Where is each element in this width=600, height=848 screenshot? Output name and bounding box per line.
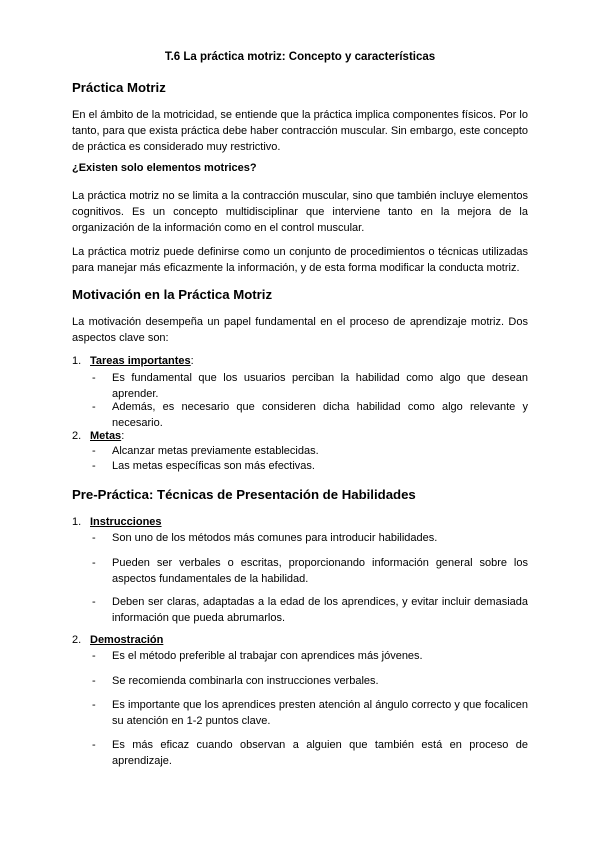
document-title: T.6 La práctica motriz: Concepto y características	[164, 51, 436, 63]
bullet-item: - Deben ser claras, adaptadas a la edad de los aprendices, y evitar incluir demasiada información que pueda abrumarlos.	[92, 596, 528, 624]
list-item-metas: 2. Metas:	[72, 430, 125, 442]
list-label-tareas: Tareas importantes	[90, 355, 191, 367]
paragraph-motivacion-intro: La motivación desempeña un papel fundamental en el proceso de aprendizaje motriz. Dos aspectos clave son:	[72, 316, 528, 344]
list-label-demostracion: Demostración	[90, 634, 164, 646]
paragraph-definicion: La práctica motriz puede definirse como un conjunto de procedimientos o técnicas utilizadas para manejar más eficazmente la información, y de esta forma modificar la conducta motriz.	[72, 246, 528, 274]
bullet-item: - Es importante que los aprendices presten atención al ángulo correcto y que focalicen su atención en 1-2 puntos clave.	[92, 699, 528, 727]
bullet-item: - Además, es necesario que consideren dicha habilidad como algo relevante y necesario.	[92, 401, 528, 429]
heading-motivacion: Motivación en la Práctica Motriz	[72, 287, 273, 302]
list-number: 2.	[72, 430, 82, 442]
subheading-elementos-motrices: ¿Existen solo elementos motrices?	[72, 162, 257, 174]
bullet-item: - Son uno de los métodos más comunes para introducir habilidades.	[92, 532, 438, 544]
heading-practica-motriz: Práctica Motriz	[72, 80, 166, 95]
bullet-item: - Es más eficaz cuando observan a alguien que también está en proceso de aprendizaje.	[92, 739, 528, 767]
bullet-item: - Las metas específicas son más efectivas.	[92, 460, 315, 472]
bullet-item: - Pueden ser verbales o escritas, proporcionando información general sobre los aspectos fundamentales de la habilidad.	[92, 557, 528, 585]
list-item-tareas: 1. Tareas importantes:	[72, 355, 194, 367]
list-label-instrucciones: Instrucciones	[90, 516, 162, 528]
list-number: 2.	[72, 634, 82, 646]
paragraph-no-se-limita: La práctica motriz no se limita a la contracción muscular, sino que también incluye elementos cognitivos. Es un concepto multidisciplinar que interviene tanto en la mejora de la organización de la información como en el control muscular.	[72, 190, 528, 234]
list-number: 1.	[72, 355, 82, 367]
list-label-metas: Metas	[90, 430, 122, 442]
bullet-item: - Se recomienda combinarla con instrucciones verbales.	[92, 675, 379, 687]
bullet-item: - Es el método preferible al trabajar con aprendices más jóvenes.	[92, 650, 423, 662]
list-item-demostracion	[72, 632, 164, 648]
bullet-item: - Es fundamental que los usuarios perciban la habilidad como algo que desean aprender.	[92, 372, 528, 400]
heading-pre-practica: Pre-Práctica: Técnicas de Presentación de Habilidades	[72, 487, 416, 502]
list-item-instrucciones	[72, 514, 162, 530]
list-number: 1.	[72, 516, 82, 528]
paragraph-ambito: En el ámbito de la motricidad, se entiende que la práctica implica componentes físicos. Por lo tanto, para que exista práctica debe haber contracción muscular. Sin embargo, este concepto de práctica es considerado muy restrictivo.	[72, 109, 528, 153]
bullet-item: - Alcanzar metas previamente establecidas.	[92, 445, 319, 457]
